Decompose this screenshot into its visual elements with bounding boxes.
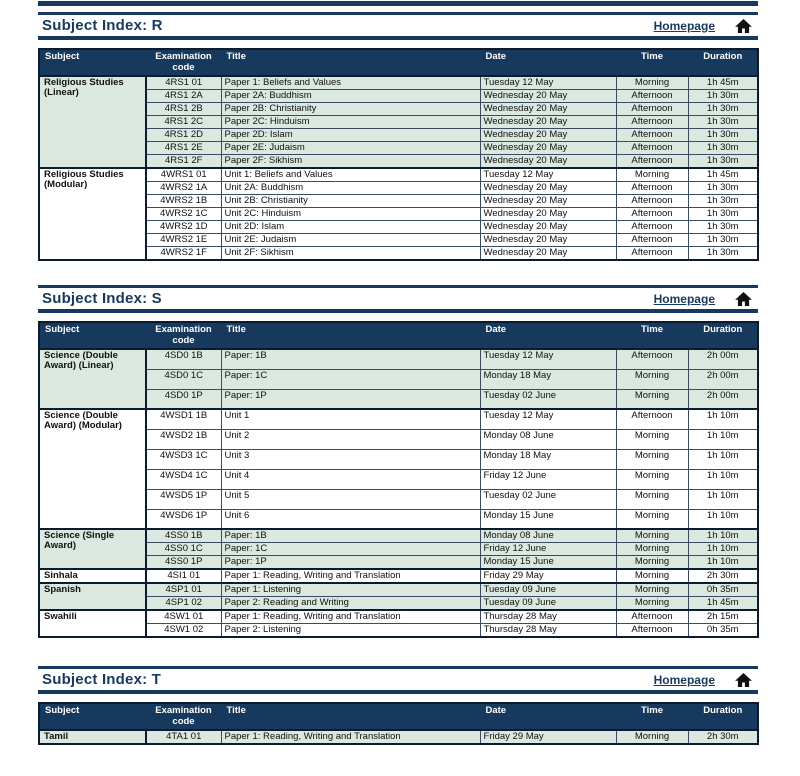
home-icon[interactable] [735,19,752,33]
dur-cell: 1h 10m [688,489,758,509]
table-row [39,76,758,90]
code-cell: 4WSD6 1P [146,509,221,529]
time-cell: Afternoon [616,247,688,261]
column-header-exam-code: Examination code [146,49,221,76]
dur-cell: 1h 30m [688,103,758,116]
date-cell: Tuesday 12 May [480,349,616,369]
date-cell: Wednesday 20 May [480,221,616,234]
dur-cell: 0h 35m [688,624,758,638]
time-cell: Morning [616,489,688,509]
title-cell: Unit 4 [221,469,480,489]
home-icon[interactable] [735,292,752,306]
homepage-link[interactable]: Homepage [653,18,715,33]
column-header-date: Date [480,49,616,76]
subject-cell: Religious Studies (Modular) [39,168,146,260]
title-cell: Unit 2A: Buddhism [221,182,480,195]
title-cell: Paper 1: Beliefs and Values [221,76,480,90]
title-cell: Paper 2B: Christianity [221,103,480,116]
subject-cell: Science (Single Award) [39,529,146,569]
time-cell: Afternoon [616,409,688,429]
date-cell: Friday 29 May [480,569,616,583]
table-row [39,234,758,247]
title-cell: Paper 2: Listening [221,624,480,638]
date-cell: Tuesday 12 May [480,76,616,90]
title-cell: Unit 2F: Sikhism [221,247,480,261]
column-header-subject: Subject [39,322,146,349]
time-cell: Afternoon [616,349,688,369]
date-cell: Tuesday 12 May [480,409,616,429]
table-row [39,389,758,409]
code-cell: 4RS1 2D [146,129,221,142]
code-cell: 4SI1 01 [146,569,221,583]
subject-cell: Science (Double Award) (Modular) [39,409,146,529]
title-cell: Unit 2D: Islam [221,221,480,234]
dur-cell: 1h 30m [688,90,758,103]
exam-table [38,321,759,638]
table-row [39,469,758,489]
date-cell: Thursday 28 May [480,610,616,624]
dur-cell: 1h 30m [688,142,758,155]
code-cell: 4RS1 2F [146,155,221,169]
dur-cell: 1h 45m [688,76,758,90]
dur-cell: 2h 15m [688,610,758,624]
code-cell: 4SW1 02 [146,624,221,638]
table-row [39,489,758,509]
dur-cell: 1h 30m [688,234,758,247]
code-cell: 4WRS2 1E [146,234,221,247]
table-row [39,556,758,570]
column-header-time: Time [616,703,688,730]
sections-container [38,12,758,745]
dur-cell: 2h 30m [688,730,758,744]
date-cell: Wednesday 20 May [480,103,616,116]
date-cell: Monday 15 June [480,509,616,529]
subject-cell: Religious Studies (Linear) [39,76,146,168]
time-cell: Afternoon [616,116,688,129]
time-cell: Morning [616,389,688,409]
table-header-row [39,49,758,76]
subject-cell: Swahili [39,610,146,637]
time-cell: Morning [616,730,688,744]
table-row [39,208,758,221]
table-header-row [39,322,758,349]
title-cell: Paper 1: Listening [221,583,480,597]
code-cell: 4WRS2 1A [146,182,221,195]
date-cell: Friday 12 June [480,469,616,489]
code-cell: 4WRS2 1F [146,247,221,261]
dur-cell: 1h 30m [688,129,758,142]
date-cell: Monday 15 June [480,556,616,570]
title-cell: Paper 2: Reading and Writing [221,597,480,611]
table-row [39,142,758,155]
table-row [39,529,758,543]
title-cell: Paper 1: Reading, Writing and Translation [221,569,480,583]
table-row [39,103,758,116]
time-cell: Afternoon [616,142,688,155]
title-cell: Unit 1 [221,409,480,429]
code-cell: 4WRS2 1C [146,208,221,221]
table-row [39,129,758,142]
date-cell: Wednesday 20 May [480,195,616,208]
code-cell: 4WSD3 1C [146,449,221,469]
date-cell: Wednesday 20 May [480,90,616,103]
previous-section-rule [38,1,758,6]
exam-table [38,702,759,745]
table-row [39,569,758,583]
date-cell: Wednesday 20 May [480,208,616,221]
dur-cell: 1h 45m [688,168,758,182]
section-title-bar [38,666,758,694]
subject-index-section [38,666,758,745]
time-cell: Morning [616,429,688,449]
dur-cell: 1h 45m [688,597,758,611]
table-row [39,730,758,744]
table-row [39,155,758,169]
title-cell: Unit 1: Beliefs and Values [221,168,480,182]
dur-cell: 0h 35m [688,583,758,597]
time-cell: Morning [616,76,688,90]
time-cell: Morning [616,543,688,556]
table-row [39,449,758,469]
column-header-exam-code: Examination code [146,322,221,349]
dur-cell: 1h 30m [688,116,758,129]
title-cell: Paper: 1C [221,543,480,556]
time-cell: Afternoon [616,610,688,624]
dur-cell: 1h 10m [688,449,758,469]
title-cell: Unit 5 [221,489,480,509]
date-cell: Tuesday 02 June [480,389,616,409]
title-cell: Unit 6 [221,509,480,529]
title-cell: Paper 1: Reading, Writing and Translation [221,610,480,624]
code-cell: 4WRS2 1D [146,221,221,234]
section-title: Subject Index: S [42,290,162,307]
title-cell: Unit 3 [221,449,480,469]
dur-cell: 1h 30m [688,155,758,169]
table-row [39,349,758,369]
code-cell: 4SP1 01 [146,583,221,597]
time-cell: Afternoon [616,195,688,208]
title-cell: Paper: 1B [221,349,480,369]
dur-cell: 1h 10m [688,429,758,449]
time-cell: Afternoon [616,103,688,116]
dur-cell: 2h 00m [688,389,758,409]
time-cell: Afternoon [616,90,688,103]
title-cell: Unit 2 [221,429,480,449]
code-cell: 4RS1 2E [146,142,221,155]
section-title-bar [38,12,758,40]
title-cell: Unit 2E: Judaism [221,234,480,247]
date-cell: Tuesday 09 June [480,597,616,611]
title-cell: Paper 2D: Islam [221,129,480,142]
code-cell: 4WRS2 1B [146,195,221,208]
code-cell: 4SD0 1P [146,389,221,409]
homepage-link[interactable]: Homepage [653,291,715,306]
code-cell: 4SS0 1P [146,556,221,570]
table-header-row [39,703,758,730]
code-cell: 4RS1 2B [146,103,221,116]
date-cell: Monday 18 May [480,369,616,389]
date-cell: Thursday 28 May [480,624,616,638]
code-cell: 4SP1 02 [146,597,221,611]
code-cell: 4RS1 01 [146,76,221,90]
title-cell: Paper 1: Reading, Writing and Translation [221,730,480,744]
time-cell: Morning [616,469,688,489]
dur-cell: 1h 30m [688,195,758,208]
column-header-duration: Duration [688,703,758,730]
dur-cell: 1h 30m [688,182,758,195]
dur-cell: 1h 30m [688,247,758,261]
time-cell: Morning [616,569,688,583]
table-row [39,543,758,556]
time-cell: Morning [616,449,688,469]
title-bar-right [654,19,752,33]
dur-cell: 1h 30m [688,208,758,221]
date-cell: Tuesday 12 May [480,168,616,182]
code-cell: 4TA1 01 [146,730,221,744]
section-title-bar [38,285,758,313]
column-header-title: Title [221,703,480,730]
code-cell: 4RS1 2C [146,116,221,129]
exam-table [38,48,759,261]
table-row [39,597,758,611]
date-cell: Monday 18 May [480,449,616,469]
column-header-time: Time [616,49,688,76]
column-header-date: Date [480,322,616,349]
table-row [39,624,758,638]
dur-cell: 2h 00m [688,349,758,369]
dur-cell: 1h 10m [688,509,758,529]
code-cell: 4WSD4 1C [146,469,221,489]
code-cell: 4SD0 1B [146,349,221,369]
table-row [39,429,758,449]
dur-cell: 1h 10m [688,469,758,489]
code-cell: 4SS0 1C [146,543,221,556]
title-bar-right [654,292,752,306]
table-row [39,221,758,234]
title-cell: Paper 2A: Buddhism [221,90,480,103]
time-cell: Morning [616,556,688,570]
time-cell: Morning [616,597,688,611]
dur-cell: 2h 00m [688,369,758,389]
title-cell: Paper: 1P [221,389,480,409]
section-title: Subject Index: T [42,671,162,688]
title-cell: Paper 2C: Hinduism [221,116,480,129]
time-cell: Afternoon [616,182,688,195]
table-row [39,409,758,429]
column-header-duration: Duration [688,49,758,76]
home-icon[interactable] [735,673,752,687]
date-cell: Tuesday 02 June [480,489,616,509]
time-cell: Afternoon [616,155,688,169]
subject-index-section [38,12,758,261]
date-cell: Wednesday 20 May [480,247,616,261]
dur-cell: 1h 10m [688,529,758,543]
column-header-date: Date [480,703,616,730]
subject-index-section [38,285,758,638]
date-cell: Friday 12 June [480,543,616,556]
title-cell: Paper 2F: Sikhism [221,155,480,169]
date-cell: Wednesday 20 May [480,182,616,195]
time-cell: Morning [616,168,688,182]
column-header-title: Title [221,49,480,76]
date-cell: Wednesday 20 May [480,142,616,155]
section-title: Subject Index: R [42,17,163,34]
title-bar-right [654,673,752,687]
dur-cell: 1h 10m [688,543,758,556]
dur-cell: 1h 30m [688,221,758,234]
column-header-subject: Subject [39,703,146,730]
column-header-subject: Subject [39,49,146,76]
table-row [39,182,758,195]
time-cell: Morning [616,583,688,597]
title-cell: Paper: 1B [221,529,480,543]
column-header-time: Time [616,322,688,349]
code-cell: 4WSD2 1B [146,429,221,449]
dur-cell: 1h 10m [688,556,758,570]
table-row [39,583,758,597]
table-row [39,369,758,389]
subject-cell: Tamil [39,730,146,744]
code-cell: 4RS1 2A [146,90,221,103]
title-cell: Paper: 1P [221,556,480,570]
subject-cell: Sinhala [39,569,146,583]
title-cell: Paper: 1C [221,369,480,389]
date-cell: Friday 29 May [480,730,616,744]
time-cell: Morning [616,509,688,529]
table-row [39,168,758,182]
column-header-exam-code: Examination code [146,703,221,730]
code-cell: 4WSD5 1P [146,489,221,509]
table-row [39,610,758,624]
table-row [39,509,758,529]
time-cell: Afternoon [616,624,688,638]
title-cell: Unit 2B: Christianity [221,195,480,208]
date-cell: Tuesday 09 June [480,583,616,597]
document-page [38,1,758,745]
table-row [39,116,758,129]
subject-cell: Spanish [39,583,146,610]
title-cell: Unit 2C: Hinduism [221,208,480,221]
date-cell: Monday 08 June [480,429,616,449]
code-cell: 4SD0 1C [146,369,221,389]
column-header-duration: Duration [688,322,758,349]
title-cell: Paper 2E: Judaism [221,142,480,155]
dur-cell: 2h 30m [688,569,758,583]
code-cell: 4SW1 01 [146,610,221,624]
column-header-title: Title [221,322,480,349]
time-cell: Afternoon [616,208,688,221]
time-cell: Afternoon [616,221,688,234]
code-cell: 4WSD1 1B [146,409,221,429]
date-cell: Wednesday 20 May [480,234,616,247]
time-cell: Afternoon [616,234,688,247]
date-cell: Monday 08 June [480,529,616,543]
subject-cell: Science (Double Award) (Linear) [39,349,146,409]
table-row [39,90,758,103]
dur-cell: 1h 10m [688,409,758,429]
date-cell: Wednesday 20 May [480,116,616,129]
date-cell: Wednesday 20 May [480,129,616,142]
date-cell: Wednesday 20 May [480,155,616,169]
time-cell: Morning [616,529,688,543]
time-cell: Afternoon [616,129,688,142]
table-row [39,247,758,261]
code-cell: 4SS0 1B [146,529,221,543]
homepage-link[interactable]: Homepage [653,672,715,687]
code-cell: 4WRS1 01 [146,168,221,182]
table-row [39,195,758,208]
time-cell: Morning [616,369,688,389]
